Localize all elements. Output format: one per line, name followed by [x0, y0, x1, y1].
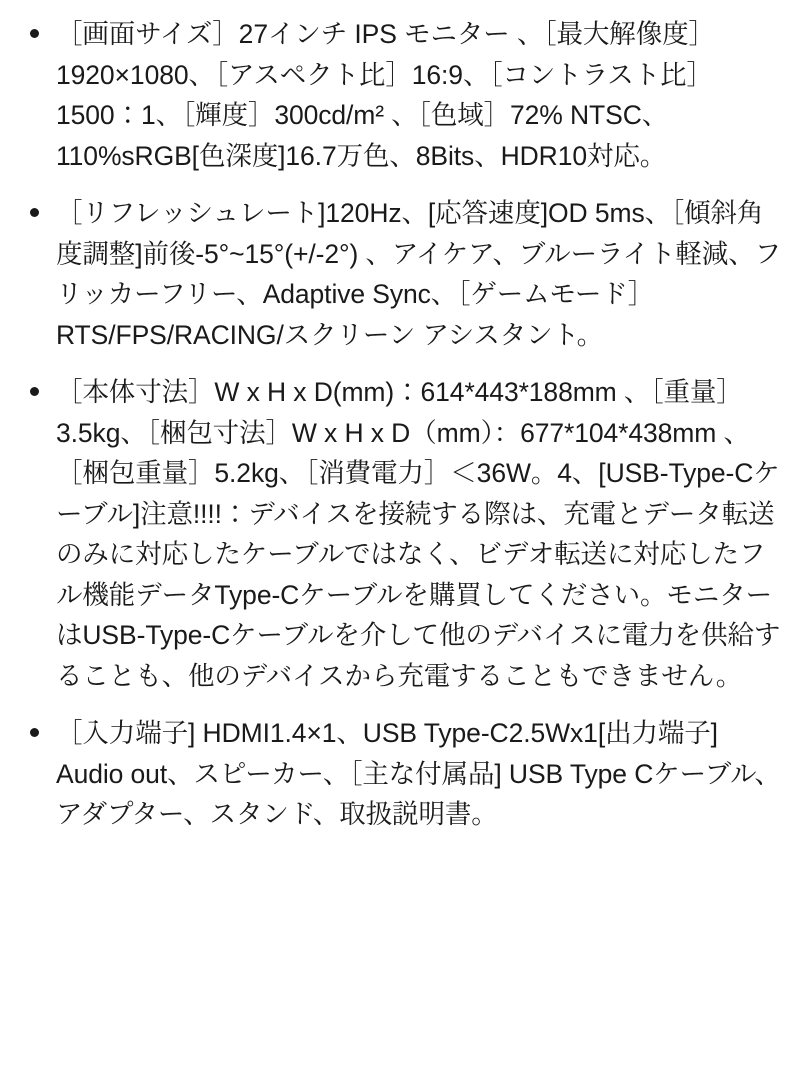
bullet-point-icon	[30, 728, 39, 737]
spec-text-display: ［画面サイズ］27インチ IPS モニター 、［最大解像度］1920×1080、［アスペクト比］16:9、［コントラスト比］1500：1、［輝度］300cd/m² 、［色域］72% NTSC、110%sRGB[色深度]16.7万色、8Bits、HDR10対応。	[56, 19, 715, 171]
bullet-point-icon	[30, 387, 39, 396]
list-item	[22, 372, 781, 696]
bullet-point-icon	[30, 208, 39, 217]
spec-text-ports: ［入力端子] HDMI1.4×1、USB Type-C2.5Wx1[出力端子] Audio out、スピーカー、［主な付属品] USB Type Cケーブル、アダプター、スタンド、取扱説明書。	[56, 718, 781, 829]
specification-bullet-list	[22, 14, 781, 835]
spec-text-dimensions: ［本体寸法］W x H x D(mm)：614*443*188mm 、［重量］3.5kg、［梱包寸法］W x H x D（mm）：677*104*438mm 、［梱包重量］5.2kg、［消費電力］＜36W。4、[USB-Type-Cケーブル]注意!!!!：デバイスを接続する際は、充電とデータ転送のみに対応したケーブルではなく、ビデオ転送に対応したフル機能データType-Cケーブルを購買してください。モニターはUSB-Type-Cケーブルを介して他のデバイスに電力を供給することも、他のデバイスから充電することもできません。	[56, 377, 781, 691]
list-item	[22, 14, 781, 176]
list-item	[22, 193, 781, 355]
list-item	[22, 713, 781, 835]
spec-text-refresh: ［リフレッシュレート]120Hz、[応答速度]OD 5ms、［傾斜角度調整]前後-5°~15°(+/-2°) 、アイケア、ブルーライト軽減、フリッカーフリー、Adaptive Sync、［ゲームモード］RTS/FPS/RACING/スクリーン アシスタント。	[56, 198, 781, 350]
bullet-point-icon	[30, 29, 39, 38]
